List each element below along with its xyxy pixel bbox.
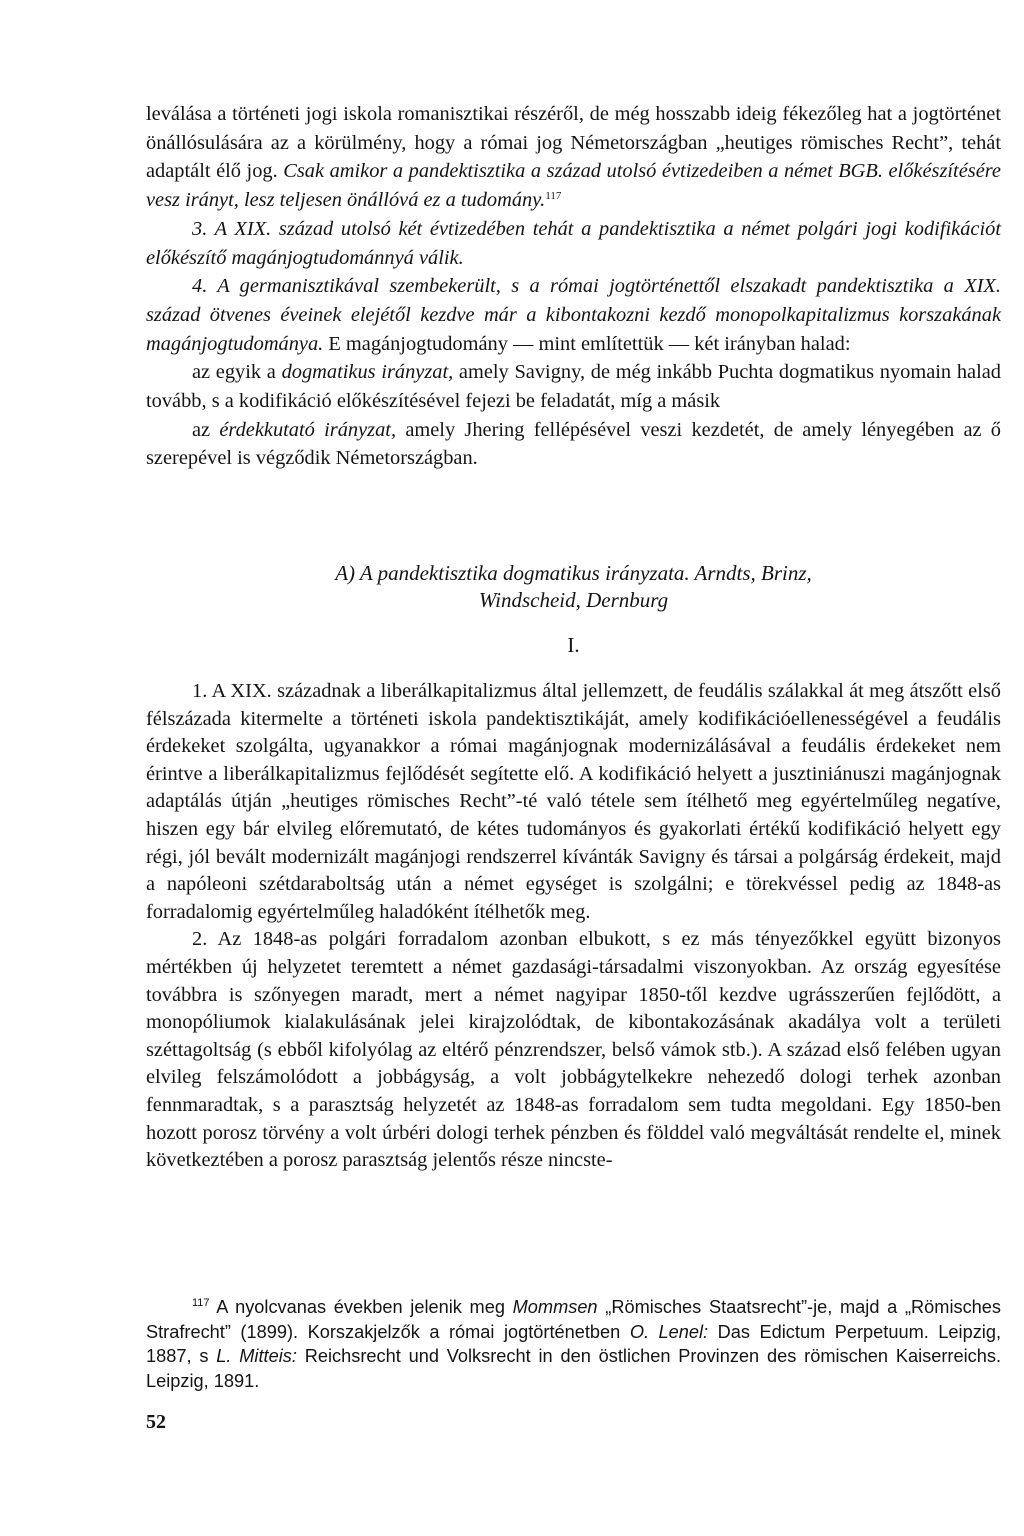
direction-interest-lead: az	[192, 418, 220, 441]
paragraph-1: 1. A XIX. századnak a liberálkapitalizmus által jellemzett, de feudális szálakkal át meg átszőtt első félszázada kitermelte a történeti iskola pandektisztikáját, amely kodifikációellenességével a feudális érdekeket szolgálta, ugyanakkor a római magánjognak modernizálásával a feudális érdekeket nem érintve a liberálkapitalizmus fejlődését segítette elő. A kodifikáció helyett a jusztiniánuszi magánjognak adaptálás útján „heutiges römisches Recht”-té való tétele sem ítélhető meg egyértelműleg negatíve, hiszen egy bár elvileg előremutató, de kétes tudományos és gyakorlati értékű kodifikáció helyett egy régi, jól bevált modernizált magánjogi rendszerrel kívánták Savigny és társai a polgárság érdekeit, majd a napóleoni szétdaraboltság után a német egységet is szolgálni; e törekvéssel pedig az 1848-as forradalomig egyértelműleg haladóként ítélhetők meg.	[146, 680, 1001, 923]
direction-interest-term: érdekkutató irányzat,	[219, 418, 397, 441]
paragraph-2: 2. Az 1848-as polgári forradalom azonban elbukott, s ez más tényezőkkel együtt bizonyos mértékben új helyzetet teremtett a német gazdasági-társadalmi viszonyokban. Az ország egyesítése továbbra is szőnyegen maradt, mert a német nagyipar 1850-től kezdve ugrásszerűen fejlődött, a monopóliumok kialakulásának jelei kirajzolódtak, de kibontakozásának akadálya volt a területi széttagoltság (s ebből kifolyólag az eltérő pénzrendszer, belső vámok stb.). A század első felében ugyan elvileg felszámolódott a jobbágyság, a volt jobbágytelkekre nehezedő dologi terhek azonban fennmaradtak, s a parasztság helyzetét az 1848-as forradalom sem tudta megoldani. Egy 1850-ben hozott porosz törvény a volt úrbéri dologi terhek pénzben és földdel való megváltását rendelte el, minek következtében a porosz parasztság jelentős része nincste-	[146, 928, 1001, 1172]
direction-interest-text: amely Jhering fellépésével veszi kezdetét, de amely lényegében az ő szerepével is végződik Németországban.	[146, 418, 1002, 470]
point-4-text-italic: 4. A germanisztikával szembekerült, s a római jogtörténettől elszakadt pandektisztika a XIX. század ötvenes éveinek elejétől kezdve már a kibontakozni kezdő monopolkapitalizmus korszakának magánjogtudománya.	[146, 275, 1001, 355]
footnote-text: Reichsrecht und Volksrecht in den östlichen Provinzen des römischen Kaiserreichs. Leipzig, 1891.	[146, 1346, 1001, 1391]
footnote-author-mitteis: L. Mitteis:	[216, 1346, 297, 1366]
direction-dogmatic	[146, 358, 1001, 415]
footnote-author-lenel: O. Lenel:	[629, 1321, 709, 1342]
direction-dogmatic-term: dogmatikus irányzat,	[281, 361, 454, 384]
point-4	[146, 272, 1001, 358]
direction-dogmatic-lead: az egyik a	[192, 361, 282, 384]
body-text-main	[146, 678, 1001, 1175]
footnote	[146, 1295, 1001, 1393]
footnote-marker: 117	[192, 1297, 210, 1309]
footnote-text: „Römisches Staatsrecht”-je, majd a „Römisches Strafrecht” (1899). Korszakjelzők a római jogtörténetben	[146, 1297, 1001, 1342]
section-heading-line-2: Windscheid, Dernburg	[478, 588, 669, 612]
section-heading-line-1: A) A pandektisztika dogmatikus irányzata. Arndts, Brinz,	[335, 561, 812, 585]
footnote-117	[146, 1295, 1001, 1393]
footnote-text: Das Edictum Perpetuum. Leipzig, 1887, s	[146, 1321, 1001, 1366]
direction-interest	[146, 416, 1001, 473]
footnote-text: A nyolcvanas években jelenik meg	[209, 1297, 513, 1317]
intro-text: leválása a történeti jogi iskola romanisztikai részéről, de még hosszabb ideig fékezőleg hat a jogtörténet önállósulására az a körülmény, hogy a római jog Németországban „heutiges römisches Recht”, tehát adaptált élő jog.	[146, 103, 1001, 183]
point-3-text: 3. A XIX. század utolsó két évtizedében tehát a pandektisztika a német polgári jogi kodifikációt előkészítő magánjogtudománnyá válik.	[146, 217, 1001, 269]
section-heading	[146, 560, 1001, 614]
footnote-reference: 117	[545, 190, 562, 203]
point-4-text: E magánjogtudomány — mint említettük — két irányban halad:	[323, 332, 851, 355]
intro-paragraph	[146, 100, 1001, 215]
page-number: 52	[146, 1411, 166, 1433]
direction-dogmatic-text: amely Savigny, de még inkább Puchta dogmatikus nyomain halad tovább, s a kodifikáció előkészítésével fejezi be feladatát, míg a másik	[146, 361, 1001, 413]
point-3	[146, 215, 1001, 272]
intro-text-italic: Csak amikor a pandektisztika a század utolsó évtizedeiben a német BGB. előkészítésére vesz irányt, lesz teljesen önállóvá ez a tudomány.	[146, 160, 1001, 212]
section-number: I.	[567, 633, 580, 657]
footnote-author-mommsen: Mommsen	[512, 1297, 598, 1317]
body-text-top	[146, 100, 1001, 473]
